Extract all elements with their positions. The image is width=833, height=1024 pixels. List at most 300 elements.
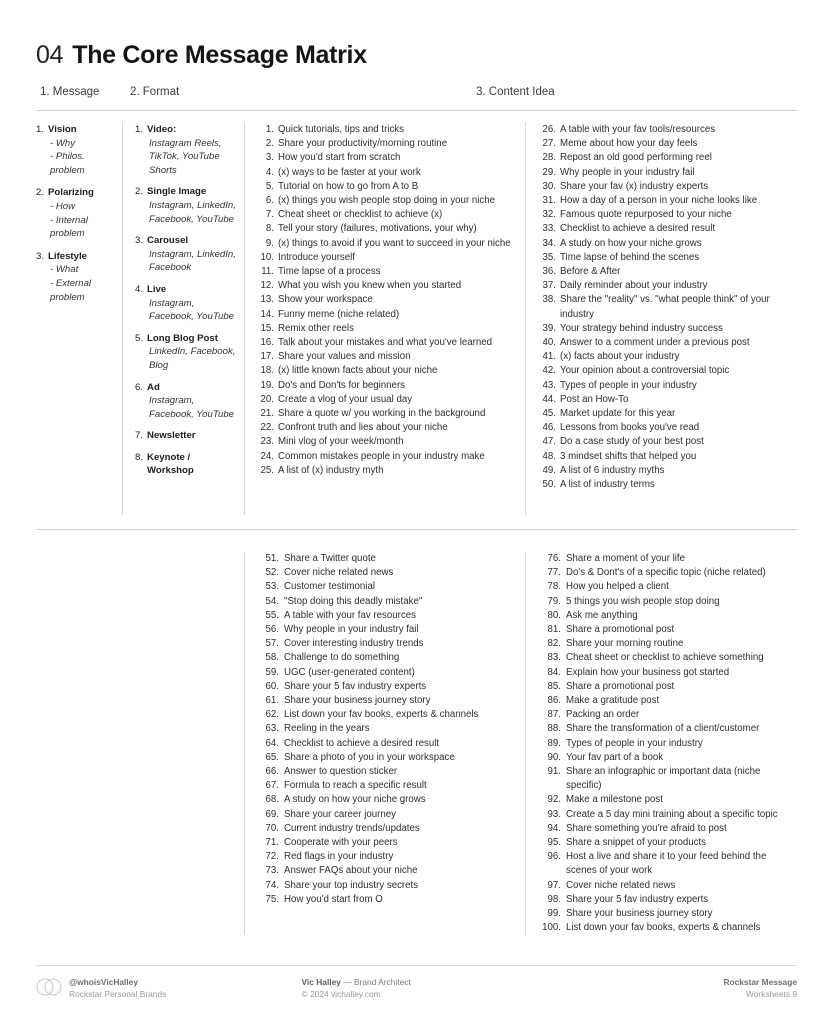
- content-idea-text: Quick tutorials, tips and tricks: [278, 124, 404, 135]
- message-subpoint: - What: [50, 264, 79, 276]
- format-item: [135, 123, 238, 177]
- content-idea-item: [540, 293, 797, 321]
- content-idea-text: Show your workspace: [278, 294, 373, 306]
- content-idea-text: Share the transformation of a client/customer: [566, 723, 760, 735]
- content-idea-item: [540, 151, 797, 165]
- content-idea-text: Make a gratitude post: [566, 695, 660, 707]
- content-idea-number: 22.: [260, 422, 274, 434]
- content-idea-number: 68.: [265, 794, 279, 806]
- content-idea-text: Remix other reels: [278, 322, 354, 334]
- content-idea-text: Share your business journey story: [566, 908, 713, 920]
- content-idea-text: Market update for this year: [560, 408, 676, 420]
- content-idea-text: Create a vlog of your usual day: [278, 393, 413, 405]
- content-idea-text: List down your fav books, experts & channels: [566, 922, 761, 934]
- content-idea-number: 95.: [547, 837, 561, 849]
- content-idea-item: [540, 623, 797, 637]
- content-idea-item: [540, 137, 797, 151]
- content-idea-number: 62.: [265, 709, 279, 721]
- content-idea-item: [540, 552, 797, 566]
- content-idea-item: [540, 180, 797, 194]
- content-idea-item: [258, 336, 515, 350]
- content-idea-item: [540, 580, 797, 594]
- content-idea-number: 65.: [265, 751, 279, 763]
- content-idea-number: 60.: [265, 680, 279, 692]
- message-item: [36, 250, 114, 304]
- content-idea-text: A study on how your niche grows: [560, 237, 702, 249]
- content-idea-item: [540, 222, 797, 236]
- format-item-name: Newsletter: [147, 430, 196, 442]
- content-idea-item: [540, 808, 797, 822]
- content-idea-item: [540, 822, 797, 836]
- format-item: [135, 451, 238, 478]
- content-idea-item: [540, 450, 797, 464]
- content-idea-number: 6.: [265, 195, 274, 207]
- content-idea-number: 48.: [542, 450, 556, 462]
- column-header-message: 1. Message: [40, 86, 100, 98]
- content-idea-item: [540, 637, 797, 651]
- content-idea-text: Funny meme (niche related): [278, 308, 400, 320]
- content-idea-number: 93.: [547, 808, 561, 820]
- content-idea-item: [258, 364, 515, 378]
- content-idea-item: [258, 251, 515, 265]
- content-idea-number: 97.: [547, 879, 561, 891]
- content-idea-item: [258, 552, 515, 566]
- content-idea-item: [258, 180, 515, 194]
- content-idea-number: 13.: [260, 294, 274, 306]
- content-idea-item: [258, 708, 515, 722]
- content-idea-item: [258, 793, 515, 807]
- message-item-index: 3.: [36, 250, 45, 262]
- format-item-platforms: Instagram, Facebook, YouTube: [149, 297, 234, 323]
- content-idea-number: 4.: [265, 166, 274, 178]
- bottom-spacer: [36, 552, 244, 935]
- content-idea-item: [258, 694, 515, 708]
- format-column: [122, 123, 244, 515]
- content-idea-text: Time lapse of behind the scenes: [560, 251, 700, 263]
- content-idea-text: UGC (user-generated content): [284, 666, 415, 678]
- content-idea-text: Introduce yourself: [278, 251, 356, 263]
- content-idea-item: [258, 237, 515, 251]
- content-idea-text: Share a quote w/ you working in the background: [278, 408, 486, 420]
- content-idea-text: A list of industry terms: [560, 479, 655, 491]
- content-idea-item: [258, 350, 515, 364]
- content-idea-item: [258, 737, 515, 751]
- content-idea-number: 59.: [265, 666, 279, 678]
- content-idea-number: 45.: [542, 408, 556, 420]
- message-item-subpoints: [36, 200, 114, 241]
- content-idea-text: How you'd start from scratch: [278, 152, 401, 164]
- content-idea-item: [540, 595, 797, 609]
- content-idea-text: What you wish you knew when you started: [278, 280, 462, 292]
- format-item-name: Carousel: [147, 235, 189, 247]
- content-idea-number: 86.: [547, 695, 561, 707]
- format-item-name: Keynote / Workshop: [147, 451, 194, 477]
- format-item-index: 7.: [135, 430, 144, 442]
- content-idea-text: Cover interesting industry trends: [284, 638, 424, 650]
- footer-handle: @whoisVicHalley: [69, 977, 138, 988]
- content-idea-number: 41.: [542, 351, 556, 363]
- content-idea-text: Share your fav (x) industry experts: [560, 180, 709, 192]
- content-idea-number: 20.: [260, 393, 274, 405]
- format-list: [135, 123, 238, 478]
- content-idea-number: 1.: [265, 124, 274, 135]
- message-subpoint: - Internal problem: [50, 214, 91, 240]
- format-item: [135, 381, 238, 422]
- message-column: [36, 123, 122, 515]
- message-item-name: Vision: [48, 124, 77, 135]
- content-idea-number: 24.: [260, 450, 274, 462]
- content-idea-text: Current industry trends/updates: [284, 822, 420, 834]
- content-idea-item: [258, 765, 515, 779]
- format-item: [135, 332, 238, 373]
- content-idea-column-2: [525, 123, 797, 515]
- content-idea-number: 78.: [547, 581, 561, 593]
- content-idea-number: 83.: [547, 652, 561, 664]
- content-idea-number: 75.: [265, 893, 279, 905]
- content-idea-text: Explain how your business got started: [566, 666, 730, 678]
- content-idea-item: [540, 208, 797, 222]
- column-header-content-idea: 3. Content Idea: [476, 86, 555, 98]
- content-idea-number: 90.: [547, 751, 561, 763]
- content-idea-text: List down your fav books, experts & channels: [284, 709, 479, 721]
- content-idea-item: [540, 737, 797, 751]
- footer-divider: [36, 965, 797, 966]
- content-idea-text: Why people in your industry fail: [560, 166, 695, 178]
- content-idea-number: 46.: [542, 422, 556, 434]
- content-idea-text: Lessons from books you've read: [560, 422, 700, 434]
- content-idea-item: [540, 435, 797, 449]
- footer-brand: [36, 977, 302, 1000]
- format-item: [135, 234, 238, 275]
- content-idea-number: 73.: [265, 865, 279, 877]
- footer-doc-sub: Worksheets 9: [745, 988, 797, 999]
- content-idea-text: Your fav part of a book: [566, 751, 664, 763]
- content-idea-item: [258, 393, 515, 407]
- content-idea-item: [540, 651, 797, 665]
- content-idea-text: Customer testimonial: [284, 581, 375, 593]
- content-idea-item: [258, 265, 515, 279]
- content-idea-number: 9.: [265, 237, 274, 249]
- content-idea-number: 42.: [542, 365, 556, 377]
- content-idea-text: Red flags in your industry: [284, 851, 394, 863]
- content-idea-item: [258, 864, 515, 878]
- footer-brand-name: Rockstar Personal Brands: [69, 988, 167, 999]
- content-idea-item: [540, 251, 797, 265]
- content-idea-number: 79.: [547, 595, 561, 607]
- content-idea-text: Your opinion about a controversial topic: [560, 365, 730, 377]
- content-idea-item: [258, 808, 515, 822]
- content-idea-number: 76.: [547, 553, 561, 564]
- content-idea-item: [258, 123, 515, 137]
- idea-list-76-100: [540, 552, 797, 935]
- content-idea-number: 66.: [265, 766, 279, 778]
- content-idea-item: [540, 464, 797, 478]
- message-item-header: [36, 123, 114, 137]
- content-idea-item: [258, 464, 515, 478]
- content-idea-number: 56.: [265, 624, 279, 636]
- content-idea-number: 47.: [542, 436, 556, 448]
- content-idea-number: 96.: [547, 851, 561, 863]
- format-item-header: [135, 185, 238, 199]
- format-item-header: [135, 381, 238, 395]
- format-item-name: Long Blog Post: [147, 332, 218, 344]
- content-idea-item: [258, 137, 515, 151]
- content-idea-item: [258, 751, 515, 765]
- page-number: 04: [36, 41, 64, 69]
- content-idea-item: [540, 478, 797, 492]
- content-idea-number: 21.: [260, 408, 274, 420]
- content-idea-text: Share a moment of your life: [566, 553, 685, 564]
- format-item: [135, 429, 238, 443]
- content-idea-number: 74.: [265, 879, 279, 891]
- content-idea-text: Before & After: [560, 266, 621, 278]
- content-idea-text: Formula to reach a specific result: [284, 780, 427, 792]
- content-idea-text: (x) facts about your industry: [560, 351, 680, 363]
- format-item-index: 5.: [135, 332, 144, 344]
- content-idea-number: 11.: [261, 266, 274, 278]
- content-idea-number: 18.: [260, 365, 274, 377]
- content-idea-text: Do's and Don'ts for beginners: [278, 379, 406, 391]
- content-idea-item: [258, 850, 515, 864]
- content-idea-text: Cooperate with your peers: [284, 837, 398, 849]
- content-idea-item: [540, 921, 797, 935]
- content-idea-number: 54.: [265, 595, 279, 607]
- content-idea-number: 58.: [265, 652, 279, 664]
- content-idea-item: [540, 694, 797, 708]
- format-item-header: [135, 332, 238, 346]
- content-idea-number: 8.: [265, 223, 274, 235]
- content-idea-item: [258, 421, 515, 435]
- format-item-header: [135, 234, 238, 248]
- content-idea-text: Do a case study of your best post: [560, 436, 704, 448]
- content-idea-text: Talk about your mistakes and what you've learned: [278, 337, 493, 349]
- message-item-header: [36, 250, 114, 264]
- content-idea-column-1: [244, 123, 525, 515]
- content-idea-number: 16.: [260, 337, 274, 349]
- format-item-platforms: LinkedIn, Facebook, Blog: [149, 346, 236, 371]
- content-idea-number: 67.: [265, 780, 279, 792]
- content-idea-number: 12.: [260, 280, 274, 292]
- content-idea-item: [540, 194, 797, 208]
- content-idea-number: 30.: [542, 180, 556, 192]
- content-idea-item: [258, 407, 515, 421]
- content-idea-item: [258, 893, 515, 907]
- content-idea-text: Repost an old good performing reel: [560, 152, 712, 164]
- format-item-platforms: Instagram Reels, TikTok, YouTube Shorts: [149, 137, 222, 176]
- content-idea-text: Challenge to do something: [284, 652, 400, 664]
- content-idea-item: [258, 623, 515, 637]
- content-idea-column-3: [244, 552, 525, 935]
- content-idea-number: 100.: [542, 922, 561, 934]
- content-idea-text: Tutorial on how to go from A to B: [278, 180, 419, 192]
- bottom-section: [36, 530, 797, 935]
- content-idea-text: (x) things you wish people stop doing in your niche: [278, 195, 496, 207]
- format-item: [135, 185, 238, 226]
- content-idea-text: Answer to question sticker: [284, 766, 398, 778]
- format-item-header: [135, 123, 238, 137]
- format-item-name: Video:: [147, 124, 177, 135]
- content-idea-number: 25.: [260, 464, 274, 476]
- column-headers: [36, 86, 797, 108]
- content-idea-item: [540, 850, 797, 878]
- column-header-format: 2. Format: [130, 86, 180, 98]
- page-title-text: The Core Message Matrix: [72, 41, 367, 69]
- content-idea-number: 69.: [265, 808, 279, 820]
- content-idea-item: [540, 336, 797, 350]
- content-idea-text: (x) ways to be faster at your work: [278, 166, 421, 178]
- format-item-index: 4.: [135, 283, 144, 295]
- message-subpoint: - Why: [50, 137, 76, 149]
- message-subpoint: - External problem: [50, 277, 94, 303]
- content-idea-number: 91.: [547, 766, 561, 778]
- format-item-name: Ad: [147, 381, 160, 393]
- content-idea-item: [258, 879, 515, 893]
- content-idea-text: (x) little known facts about your niche: [278, 365, 438, 377]
- message-item: [36, 186, 114, 240]
- content-idea-item: [540, 666, 797, 680]
- content-idea-number: 3.: [265, 152, 274, 164]
- content-idea-text: Your strategy behind industry success: [560, 322, 723, 334]
- content-idea-number: 70.: [265, 822, 279, 834]
- footer-doc-title: Rockstar Message: [723, 977, 797, 988]
- content-idea-number: 52.: [265, 567, 279, 579]
- content-idea-item: [258, 279, 515, 293]
- content-idea-item: [258, 779, 515, 793]
- content-idea-number: 34.: [542, 237, 556, 249]
- content-idea-number: 51.: [265, 553, 279, 564]
- content-idea-number: 71.: [265, 837, 279, 849]
- content-idea-text: A list of (x) industry myth: [278, 464, 384, 476]
- message-subpoint: - Philos. problem: [50, 151, 88, 176]
- content-idea-number: 81.: [547, 624, 561, 636]
- content-idea-item: [258, 308, 515, 322]
- content-idea-number: 27.: [542, 138, 556, 150]
- message-item-index: 1.: [36, 124, 45, 135]
- idea-list-26-50: [540, 123, 797, 492]
- content-idea-number: 15.: [260, 322, 274, 334]
- idea-list-1-25: [258, 123, 515, 478]
- venn-logo-icon: [36, 978, 62, 999]
- content-idea-number: 63.: [265, 723, 279, 735]
- content-idea-text: Cover niche related news: [566, 879, 676, 891]
- content-idea-number: 50.: [542, 479, 556, 491]
- content-idea-text: How you'd start from O: [284, 893, 383, 905]
- content-idea-number: 84.: [547, 666, 561, 678]
- content-idea-text: How you helped a client: [566, 581, 669, 593]
- content-idea-item: [258, 166, 515, 180]
- content-idea-text: "Stop doing this deadly mistake": [284, 595, 423, 607]
- content-idea-text: Make a milestone post: [566, 794, 663, 806]
- format-item-platforms: Instagram, LinkedIn, Facebook, YouTube: [149, 199, 236, 225]
- content-idea-item: [540, 166, 797, 180]
- content-idea-number: 61.: [265, 695, 279, 707]
- content-idea-item: [258, 151, 515, 165]
- content-idea-number: 32.: [542, 209, 556, 221]
- content-idea-number: 49.: [542, 464, 556, 476]
- content-idea-number: 5.: [265, 180, 274, 192]
- format-item-name: Single Image: [147, 186, 207, 198]
- content-idea-text: 3 mindset shifts that helped you: [560, 450, 697, 462]
- content-idea-item: [540, 379, 797, 393]
- content-idea-text: Why people in your industry fail: [284, 624, 419, 636]
- content-idea-item: [258, 637, 515, 651]
- content-idea-text: Cheat sheet or checklist to achieve something: [566, 652, 764, 664]
- format-item-name: Live: [147, 283, 167, 295]
- content-idea-text: Types of people in your industry: [560, 379, 697, 391]
- content-idea-item: [258, 580, 515, 594]
- content-idea-text: Packing an order: [566, 709, 640, 721]
- content-idea-item: [540, 708, 797, 722]
- content-idea-item: [540, 722, 797, 736]
- format-item-index: 8.: [135, 451, 144, 463]
- content-idea-item: [540, 680, 797, 694]
- content-idea-text: Types of people in your industry: [566, 737, 703, 749]
- content-idea-number: 64.: [265, 737, 279, 749]
- footer-copyright: © 2024 vichalley.com: [301, 988, 381, 999]
- content-idea-number: 26.: [542, 124, 556, 135]
- message-item: [36, 123, 114, 177]
- format-item-header: [135, 429, 238, 443]
- footer-doc-info: [532, 977, 798, 1000]
- content-idea-text: Do's & Dont's of a specific topic (niche related): [566, 567, 766, 579]
- content-idea-item: [258, 194, 515, 208]
- content-idea-number: 82.: [547, 638, 561, 650]
- content-idea-item: [258, 435, 515, 449]
- content-idea-column-4: [525, 552, 797, 935]
- content-idea-number: 77.: [547, 567, 561, 579]
- content-idea-text: Share your career journey: [284, 808, 397, 820]
- content-idea-item: [540, 765, 797, 793]
- content-idea-item: [258, 566, 515, 580]
- content-idea-number: 44.: [542, 393, 556, 405]
- content-idea-item: [258, 609, 515, 623]
- content-idea-text: Common mistakes people in your industry make: [278, 450, 485, 462]
- content-idea-item: [540, 836, 797, 850]
- content-idea-item: [258, 450, 515, 464]
- content-idea-item: [258, 222, 515, 236]
- content-idea-number: 43.: [542, 379, 556, 391]
- content-idea-text: Share the "reality" vs. "what people think" of your industry: [560, 294, 770, 320]
- content-idea-text: Meme about how your day feels: [560, 138, 698, 150]
- content-idea-text: Share a promotional post: [566, 680, 675, 692]
- content-idea-text: Answer to a comment under a previous post: [560, 337, 750, 349]
- content-idea-text: Time lapse of a process: [278, 266, 381, 278]
- format-item-index: 6.: [135, 381, 144, 393]
- content-idea-item: [258, 822, 515, 836]
- content-idea-number: 92.: [547, 794, 561, 806]
- format-item-header: [135, 451, 238, 478]
- content-idea-item: [258, 666, 515, 680]
- content-idea-number: 28.: [542, 152, 556, 164]
- content-idea-text: Share a promotional post: [566, 624, 675, 636]
- content-idea-item: [258, 293, 515, 307]
- content-idea-text: Share your top industry secrets: [284, 879, 419, 891]
- content-idea-text: Post an How-To: [560, 393, 629, 405]
- content-idea-item: [258, 379, 515, 393]
- content-idea-text: Cheat sheet or checklist to achieve (x): [278, 209, 443, 221]
- content-idea-number: 31.: [542, 195, 556, 207]
- content-idea-number: 14.: [260, 308, 274, 320]
- content-idea-text: Share a Twitter quote: [284, 553, 376, 564]
- content-idea-text: Cover niche related news: [284, 567, 394, 579]
- content-idea-item: [540, 393, 797, 407]
- content-idea-text: Share an infographic or important data (niche specific): [566, 766, 761, 792]
- content-idea-item: [540, 421, 797, 435]
- format-item-platforms: Instagram, Facebook, YouTube: [149, 395, 234, 420]
- content-idea-number: 98.: [547, 893, 561, 905]
- content-idea-number: 19.: [260, 379, 274, 391]
- top-section: [36, 111, 797, 515]
